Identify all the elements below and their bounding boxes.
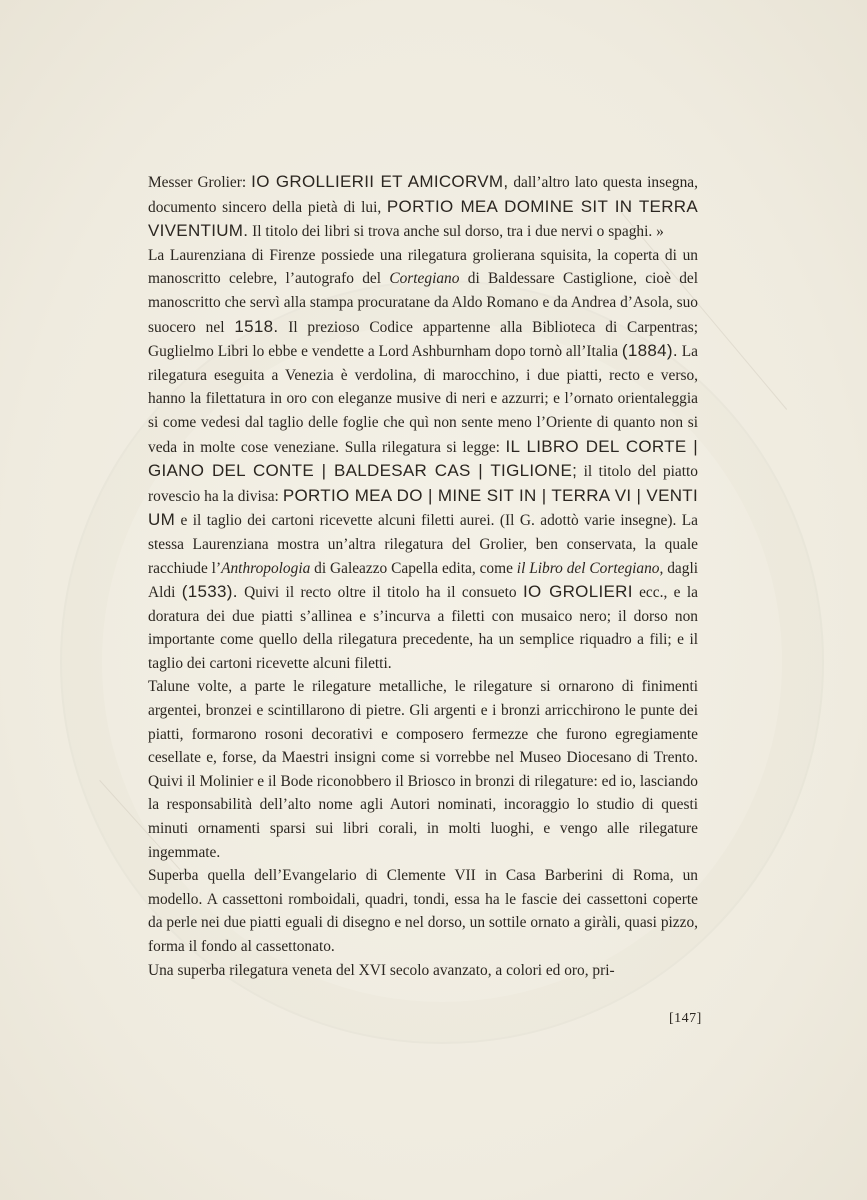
paragraph (148, 959, 698, 983)
text-run: Quivi il recto oltre il titolo ha il consueto (237, 584, 523, 602)
small-caps-text: IO GROLIERI (522, 582, 633, 602)
text-run: Messer Grolier: (148, 174, 252, 191)
text-run: Il prezioso Codice appartenne alla Biblioteca di Carpentras; Guglielmo Libri lo ebbe e vendette a Lord Ashburnham dopo tornò all’Italia (148, 318, 698, 361)
text-run: Superba quella dell’Evangelario di Clemente VII in Casa Barberini di Roma, un modello. A cassettoni romboidali, quadri, tondi, essa ha le fascie dei cassettoni coperte da perle nei due piatti eguali di disegno e nel dorso, un sottile ornato a giràli, quasi pizzo, forma il fondo al cassettonato. (148, 867, 698, 955)
small-caps-text: 1518. (234, 316, 279, 336)
paragraph (148, 675, 698, 864)
page-number: [147] (669, 1011, 702, 1026)
italic-text: il Libro del Cortegiano, (516, 559, 664, 577)
text-run: dagli Aldi (148, 559, 698, 602)
text-run: Il titolo dei libri si trova anche sul dorso, tra i due nervi o spaghi. » (248, 223, 664, 241)
italic-text: Cortegiano (389, 270, 460, 288)
paragraph (148, 170, 698, 244)
small-caps-text: (1884). (621, 341, 678, 361)
small-caps-text: (1533). (181, 582, 238, 602)
text-run: Una superba rilegatura veneta del XVI secolo avanzato, a colori ed oro, pri- (148, 961, 615, 979)
text-run: di Galeazzo Capella edita, come (310, 559, 517, 577)
small-caps-text: IL LIBRO DEL CORTE | GIANO DEL CONTE | BALDESAR CAS | TIGLIONE; (148, 436, 698, 481)
text-run: il titolo del piatto rovescio ha la divisa: (148, 463, 698, 505)
small-caps-text: PORTIO MEA DOMINE SIT IN TERRA VIVENTIUM. (148, 196, 698, 241)
body-text (148, 170, 698, 982)
text-run: ecc., e la doratura dei due piatti s’allinea e s’incurva a filetti con musaico nero; il dorso non importante come quello della rilegatura precedente, ha un semplice riquadro a fili; e il taglio dei cartoni ricevette alcuni filetti. (148, 584, 698, 672)
text-run: La rilegatura eseguita a Venezia è verdolina, di marocchino, i due piatti, recto e verso, hanno la filettatura in oro con eleganze musive di neri e azzurri; e l’ornato orientaleggia si come vedesi dal taglio delle foglie che quì non sente meno l’Oriente di quanto non si veda in molte cose veneziane. Sulla rilegatura si legge: (148, 343, 698, 456)
small-caps-text: PORTIO MEA DO | MINE SIT IN | TERRA VI | VENTI UM (148, 485, 698, 530)
text-run: di Baldessare Castiglione, cioè del manoscritto che servì alla stampa procuratane da Aldo Romano e da Andrea d’Asola, suo suocero nel (148, 270, 699, 336)
text-run: dall’altro lato questa insegna, documento sincero della pietà di lui, (148, 174, 698, 216)
italic-text: Anthropologia (221, 559, 311, 577)
small-caps-text: IO GROLLIERII ET AMICORVM, (251, 172, 509, 191)
paragraph (148, 244, 698, 676)
paragraph (148, 864, 698, 958)
text-run: La Laurenziana di Firenze possiede una rilegatura grolierana squisita, la coperta di un manoscritto celebre, l’autografo del (148, 246, 698, 288)
text-run: Talune volte, a parte le rilegature metalliche, le rilegature si ornarono di finimenti argentei, bronzei e scintillarono di pietre. Gli argenti e i bronzi arricchirono le punte dei piatti, formarono rosoni decorativi e composero fermezze che furono egregiamente cesellate e, forse, da Maestri insigni come si vorrebbe nel Museo Diocesano di Trento. Quivi il Molinier e il Bode riconobbero il Briosco in bronzi di rilegature: ed io, lasciando la responsabilità dell’alto nome agli Autori nominati, incoraggio lo studio di questi minuti ornamenti sparsi sui libri corali, in molti luoghi, e vengo alle rilegature ingemmate. (148, 678, 698, 861)
text-run: e il taglio dei cartoni ricevette alcuni filetti aurei. (Il G. adottò varie insegne). La stessa Laurenziana mostra un’altra rilegatura del Grolier, ben conservata, la quale racchiude l’ (148, 512, 698, 577)
